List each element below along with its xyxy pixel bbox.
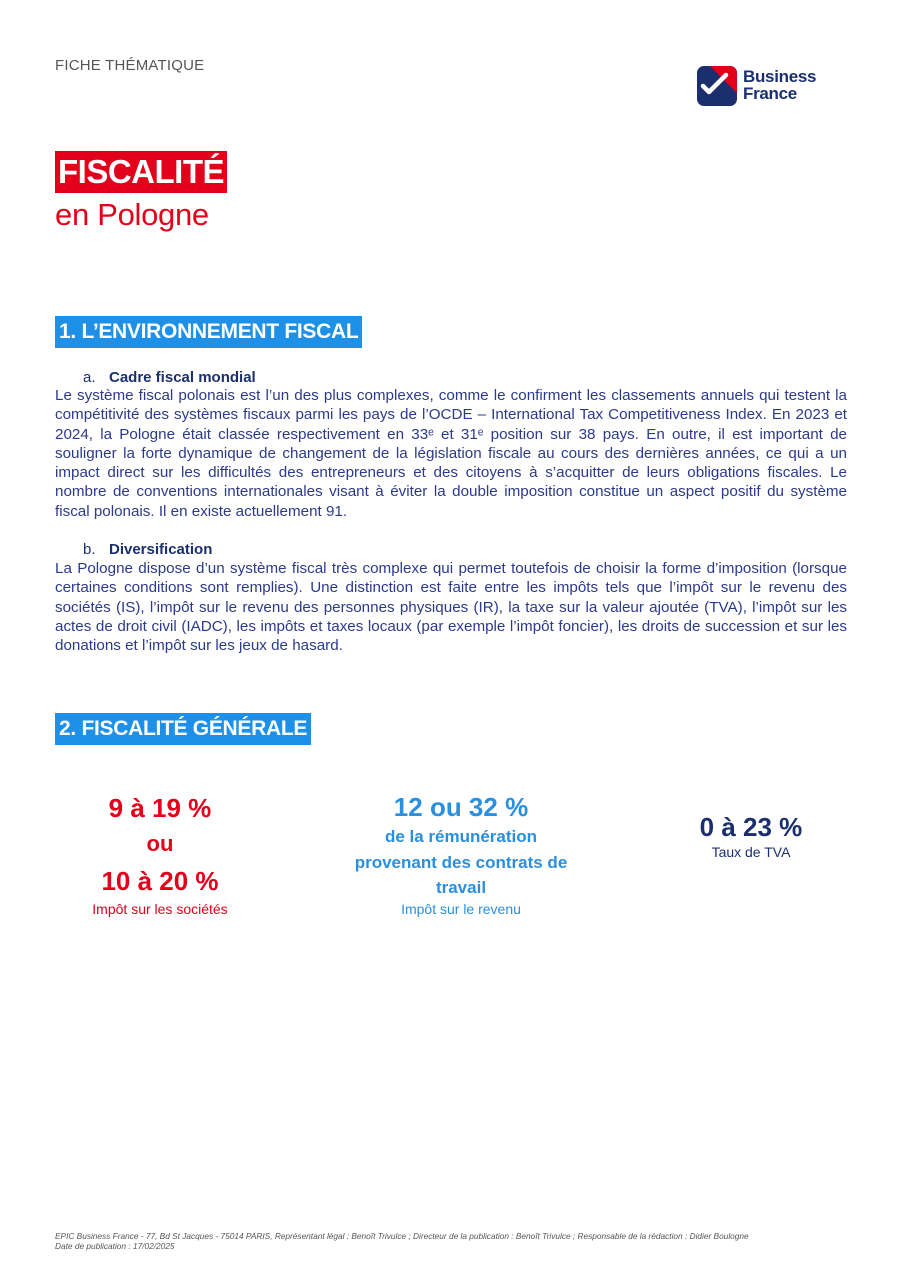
stat-income-tax: 12 ou 32 % de la rémunération provenant des contrats de travail Impôt sur le revenu [354,792,568,917]
logo-mark-icon [697,66,737,106]
section-heading-general: 2. FISCALITÉ GÉNÉRALE [55,713,311,745]
footer-legal: EPIC Business France - 77, Bd St Jacques - 75014 PARIS, Représentant légal : Benoît Trivulce ; Directeur de la publication : Benoît Trivulce ; Responsable de la rédaction : Didier Boulogne Date de publication : 17/02/2025 [55,1231,749,1251]
stat-vat: 0 à 23 % Taux de TVA [699,812,803,860]
section-heading-environment: 1. L’ENVIRONNEMENT FISCAL [55,316,362,348]
stat-corporate-tax: 9 à 19 % ou 10 à 20 % Impôt sur les sociétés [92,793,228,917]
document-type-label: FICHE THÉMATIQUE [55,57,205,74]
subsection-heading-diversification: b. Diversification [83,541,213,558]
subsection-heading-cadre: a. Cadre fiscal mondial [83,369,256,386]
page-title: FISCALITÉ [55,151,227,193]
paragraph-diversification: La Pologne dispose d’un système fiscal très complexe qui permet toutefois de choisir la forme d’imposition (lorsque certaines conditions sont remplies). Une distinction est faite entre les impôts tels que l’impôt sur le revenu des sociétés (IS), l’impôt sur le revenu des personnes physiques (IR), la taxe sur la valeur ajoutée (TVA), l’impôt sur les actes de droit civil (IADC), les impôts et taxes locaux (par exemple l’impôt foncier), les droits de succession et sur les donations et l’impôt sur les jeux de hasard. [55,560,847,655]
paragraph-cadre-fiscal: Le système fiscal polonais est l’un des plus complexes, comme le confirment les classements annuels qui testent la compétitivité des systèmes fiscaux parmi les pays de l’OCDE – International Tax Competitiveness Index. En 2023 et 2024, la Pologne était classée respectivement en 33ᵉ et 31ᵉ position sur 38 pays. En outre, il est important de souligner la forte dynamique de changement de la législation fiscale au cours des dernières années, ce qui a un impact direct sur les difficultés des entrepreneurs et des citoyens à s’acquitter de leurs obligations fiscales. Le nombre de conventions internationales visant à éviter la double imposition constitue un aspect positif du système fiscal polonais. Il en existe actuellement 91. [55,387,847,520]
business-france-logo [697,66,837,106]
logo-wordmark: Business France [743,67,817,103]
page-subtitle: en Pologne [55,197,209,232]
